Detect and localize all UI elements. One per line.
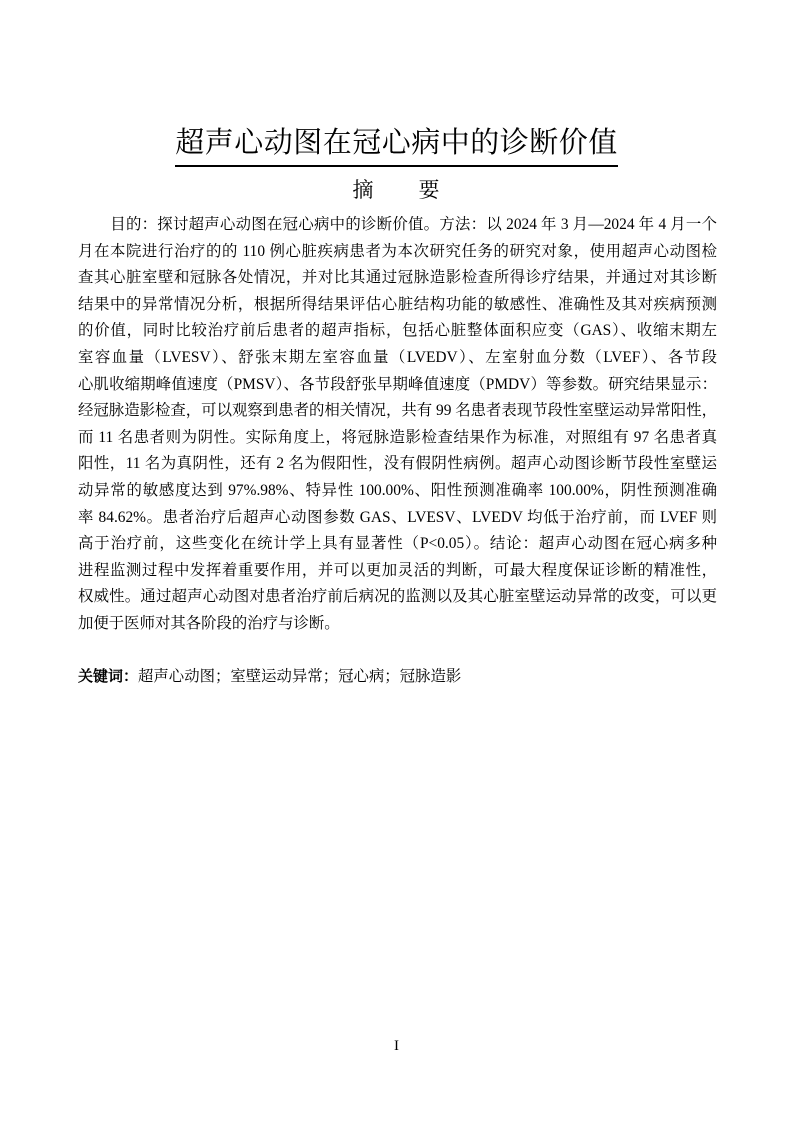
abstract-line-text: 率 84.62%。患者治疗后超声心动图参数 GAS、LVESV、LVEDV 均低于治疗前，而 LVEF 则	[78, 508, 717, 526]
abstract-line-text: 权威性。通过超声心动图对患者治疗前后病况的监测以及其心脏室壁运动异常的改变，可以更	[78, 588, 717, 606]
abstract-line	[78, 212, 717, 239]
abstract-line-text: 经冠脉造影检查，可以观察到患者的相关情况，共有 99 名患者表现节段性室壁运动异常阳性，	[78, 402, 717, 420]
abstract-body	[78, 212, 717, 638]
keywords-line	[78, 663, 717, 690]
abstract-line-text: 进程监测过程中发挥着重要作用，并可以更加灵活的判断，可最大程度保证诊断的精准性，	[78, 561, 717, 579]
abstract-paragraph	[78, 212, 717, 638]
abstract-line-text: 目的：探讨超声心动图在冠心病中的诊断价值。方法：以 2024 年 3 月—2024 年 4 月一个	[110, 216, 717, 233]
abstract-line-text: 高于治疗前，这些变化在统计学上具有显著性（P<0.05）。结论：超声心动图在冠心病多种	[78, 535, 717, 553]
abstract-line	[78, 265, 717, 292]
abstract-line-text: 查其心脏室壁和冠脉各处情况，并对比其通过冠脉造影检查所得诊疗结果，并通过对其诊断	[78, 269, 717, 287]
abstract-line-text: 结果中的异常情况分析，根据所得结果评估心脏结构功能的敏感性、准确性及其对疾病预测	[78, 295, 717, 313]
abstract-line-text: 的价值，同时比较治疗前后患者的超声指标，包括心脏整体面积应变（GAS）、收缩末期左	[78, 322, 717, 340]
abstract-line	[78, 478, 717, 505]
abstract-line	[78, 531, 717, 558]
abstract-heading: 摘 要	[352, 178, 441, 202]
abstract-line-text: 阳性，11 名为真阴性，还有 2 名为假阳性，没有假阴性病例。超声心动图诊断节段性室壁运	[78, 455, 717, 473]
abstract-line-text: 心肌收缩期峰值速度（PMSV）、各节段舒张早期峰值速度（PMDV）等参数。研究结果显示：	[78, 375, 717, 393]
abstract-line	[78, 558, 717, 585]
abstract-line-text: 室容血量（LVESV）、舒张末期左室容血量（LVEDV）、左室射血分数（LVEF）、各节段	[78, 348, 717, 366]
abstract-line	[78, 584, 717, 611]
keywords-value: 超声心动图；室壁运动异常；冠心病；冠脉造影	[138, 668, 462, 685]
abstract-line-text: 加便于医师对其各阶段的治疗与诊断。	[78, 614, 340, 632]
page-title	[0, 122, 793, 167]
abstract-line	[78, 292, 717, 319]
abstract-line	[78, 239, 717, 266]
page-title-text: 超声心动图在冠心病中的诊断价值	[175, 122, 618, 167]
page-number: I	[394, 1038, 399, 1054]
abstract-line	[78, 345, 717, 372]
abstract-line-text: 动异常的敏感度达到 97%.98%、特异性 100.00%、阳性预测准确率 100.00%，阴性预测准确	[78, 481, 717, 499]
abstract-line	[78, 318, 717, 345]
abstract-line	[78, 611, 717, 638]
abstract-line	[78, 505, 717, 532]
keywords-label: 关键词：	[78, 667, 139, 685]
abstract-line	[78, 425, 717, 452]
abstract-line-text: 而 11 名患者则为阴性。实际角度上，将冠脉造影检查结果作为标准，对照组有 97 名患者真	[78, 428, 717, 446]
abstract-line	[78, 398, 717, 425]
abstract-line-text: 月在本院进行治疗的的 110 例心脏疾病患者为本次研究任务的研究对象，使用超声心动图检	[78, 242, 717, 260]
abstract-line	[78, 451, 717, 478]
abstract-line	[78, 372, 717, 399]
